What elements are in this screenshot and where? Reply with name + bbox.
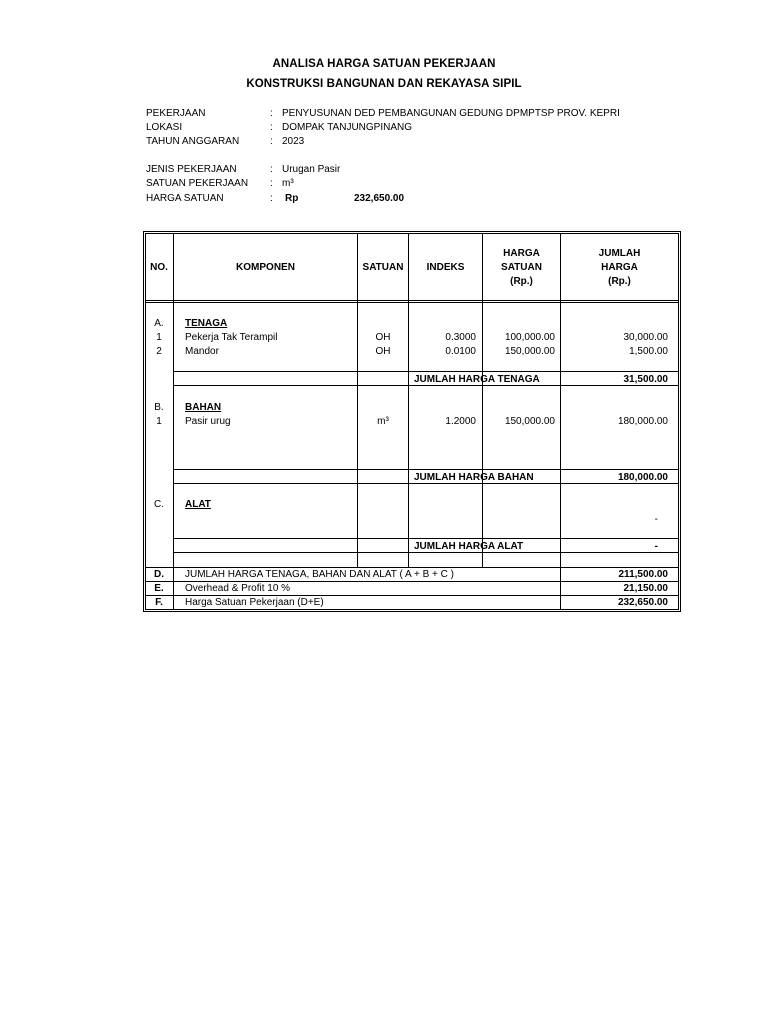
row-satuan: OH [375,346,391,357]
section-b-no: B. [154,402,164,413]
row-satuan: m³ [377,416,389,427]
row-no: 1 [156,332,162,343]
header-indeks: INDEKS [426,262,465,273]
summary-value: 232,650.00 [617,597,668,608]
section-c-no: C. [154,499,164,510]
summary-label: JUMLAH HARGA TENAGA, BAHAN DAN ALAT ( A + B + C ) [185,569,454,580]
border [143,231,144,612]
header-harga-line1: HARGA [503,248,540,259]
alat-total-value: - [654,541,658,552]
row-indeks: 0.0100 [445,346,476,357]
header-harga-line3: (Rp.) [510,276,533,287]
border [145,300,679,301]
border [173,483,679,484]
row-no: 1 [156,416,162,427]
row-komponen: Pasir urug [185,416,231,427]
page-subtitle: KONSTRUKSI BANGUNAN DAN REKAYASA SIPIL [246,78,522,90]
header-jumlah-line3: (Rp.) [608,276,631,287]
tahun-label: TAHUN ANGGARAN [146,136,240,147]
border [680,231,681,612]
header-komponen: KOMPONEN [236,262,295,273]
jenis-label: JENIS PEKERJAAN [146,164,237,175]
tenaga-total-value: 31,500.00 [623,374,668,385]
colon: : [270,178,273,189]
border [145,567,679,568]
border [143,611,681,612]
lokasi-label: LOKASI [146,122,183,133]
border [408,233,409,568]
alat-total-label: JUMLAH HARGA ALAT [414,541,524,552]
header-satuan: SATUAN [362,262,404,273]
row-indeks: 1.2000 [445,416,476,427]
border [173,552,679,553]
header-no: NO. [150,262,168,273]
tenaga-total-label: JUMLAH HARGA TENAGA [414,374,540,385]
tahun-value: 2023 [282,136,305,147]
alat-value: - [654,514,658,525]
section-a-no: A. [154,318,164,329]
border [145,609,679,610]
border [173,469,679,470]
row-jumlah: 1,500.00 [629,346,668,357]
jenis-value: Urugan Pasir [282,164,341,175]
row-jumlah: 180,000.00 [617,416,668,427]
row-satuan: OH [375,332,391,343]
border [145,595,679,596]
summary-no: E. [154,583,164,594]
border [145,581,679,582]
border [357,233,358,568]
satuan-label: SATUAN PEKERJAAN [146,178,249,189]
border [678,233,679,610]
pekerjaan-label: PEKERJAAN [146,108,206,119]
summary-no: F. [155,597,163,608]
bahan-total-value: 180,000.00 [617,472,668,483]
header-harga-line2: SATUAN [501,262,542,273]
section-c-label: ALAT [185,499,211,510]
colon: : [270,108,273,119]
summary-value: 211,500.00 [618,569,668,580]
row-indeks: 0.3000 [445,332,476,343]
colon: : [270,122,273,133]
row-harga: 150,000.00 [504,346,555,357]
summary-label: Overhead & Profit 10 % [185,583,291,594]
border [145,302,679,303]
border [173,385,679,386]
colon: : [270,193,273,204]
pekerjaan-value: PENYUSUNAN DED PEMBANGUNAN GEDUNG DPMPTSP PROV. KEPRI [282,108,620,119]
section-a-label: TENAGA [185,318,228,329]
colon: : [270,136,273,147]
harga-label: HARGA SATUAN [146,193,224,204]
row-harga: 100,000.00 [504,332,555,343]
lokasi-value: DOMPAK TANJUNGPINANG [282,122,413,133]
header-jumlah-line1: JUMLAH [598,248,641,259]
section-b-label: BAHAN [185,402,222,413]
row-komponen: Pekerja Tak Terampil [185,332,278,343]
row-komponen: Mandor [185,346,219,357]
harga-currency: Rp [285,193,299,204]
page-title: ANALISA HARGA SATUAN PEKERJAAN [272,58,496,70]
satuan-value: m³ [282,178,294,189]
border [173,371,679,372]
border [173,538,679,539]
row-no: 2 [156,346,162,357]
summary-label: Harga Satuan Pekerjaan (D+E) [185,597,324,608]
colon: : [270,164,273,175]
border [145,233,679,234]
row-jumlah: 30,000.00 [623,332,668,343]
summary-value: 21,150.00 [623,583,668,594]
bahan-total-label: JUMLAH HARGA BAHAN [414,472,534,483]
harga-value: 232,650.00 [354,193,405,204]
border [143,231,681,232]
summary-no: D. [154,569,164,580]
header-jumlah-line2: HARGA [601,262,638,273]
row-harga: 150,000.00 [504,416,555,427]
